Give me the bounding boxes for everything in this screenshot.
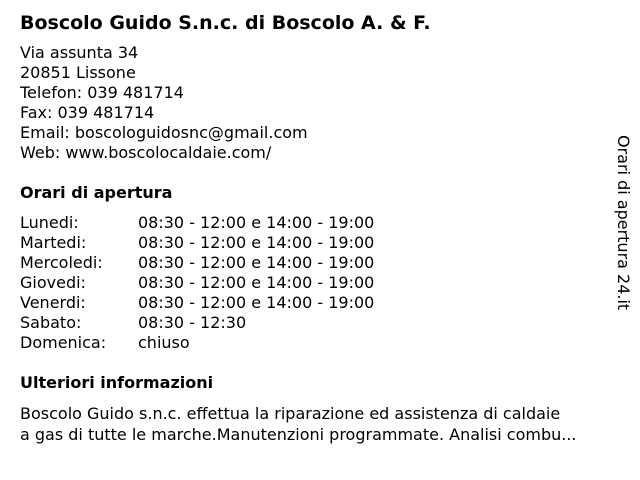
day-label: Martedi: — [20, 233, 87, 252]
opening-hours-heading: Orari di apertura — [20, 183, 173, 202]
time-value: 08:30 - 12:30 — [138, 313, 247, 332]
day-label: Mercoledi: — [20, 253, 103, 272]
email-line[interactable]: Email: boscologuidosnc@gmail.com — [20, 123, 308, 142]
city-line: 20851 Lissone — [20, 63, 136, 82]
more-info-description — [20, 403, 630, 445]
time-value: chiuso — [138, 333, 190, 352]
web-line[interactable]: Web: www.boscolocaldaie.com/ — [20, 143, 272, 162]
time-value: 08:30 - 12:00 e 14:00 - 19:00 — [138, 213, 375, 232]
more-info-heading: Ulteriori informazioni — [20, 373, 214, 392]
day-label: Venerdi: — [20, 293, 86, 312]
fax-line: Fax: 039 481714 — [20, 103, 155, 122]
address-line: Via assunta 34 — [20, 43, 139, 62]
time-value: 08:30 - 12:00 e 14:00 - 19:00 — [138, 253, 375, 272]
description-line: a gas di tutte le marche.Manutenzioni programmate. Analisi combu... — [20, 425, 577, 444]
day-label: Sabato: — [20, 313, 82, 332]
day-label: Lunedi: — [20, 213, 79, 232]
time-value: 08:30 - 12:00 e 14:00 - 19:00 — [138, 233, 375, 252]
business-title: Boscolo Guido S.n.c. di Boscolo A. & F. — [20, 12, 431, 34]
day-label: Giovedi: — [20, 273, 86, 292]
time-value: 08:30 - 12:00 e 14:00 - 19:00 — [138, 293, 375, 312]
watermark-text: Orari di apertura 24.it — [614, 135, 633, 311]
phone-line[interactable]: Telefon: 039 481714 — [20, 83, 184, 102]
day-label: Domenica: — [20, 333, 107, 352]
site-watermark — [610, 135, 636, 315]
time-value: 08:30 - 12:00 e 14:00 - 19:00 — [138, 273, 375, 292]
contact-block — [20, 43, 308, 163]
description-line: Boscolo Guido s.n.c. effettua la riparazione ed assistenza di caldaie — [20, 404, 561, 423]
